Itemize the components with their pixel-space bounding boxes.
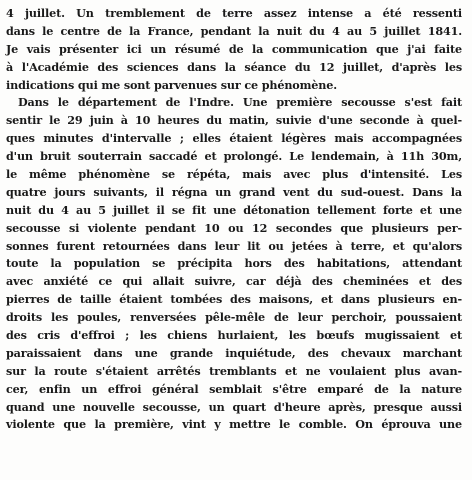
text-line: cer, enfin un effroi général semblait s'être emparé de la nature [6,381,462,396]
text-line: ques minutes d'intervalle ; elles étaient légères mais accompagnées [6,131,462,146]
text-line: dans le centre de la France, pendant la nuit du 4 au 5 juillet 1841. [6,23,462,38]
text-line: nuit du 4 au 5 juillet il se fit une détonation tellement forte et une [6,202,462,217]
text-line: des cris d'effroi ; les chiens hurlaient, les bœufs mugissaient et [6,328,462,343]
text-line: sentir le 29 juin à 10 heures du matin, suivie d'une seconde à quel- [6,113,462,128]
text-line: paraissaient dans une grande inquiétude, des chevaux marchant [6,345,462,360]
text-line: indications qui me sont parvenues sur ce phénomène. [6,77,337,92]
text-line: le même phénomène se répéta, mais avec plus d'intensité. Les [6,167,462,182]
text-line: secousse si violente pendant 10 ou 12 secondes que plusieurs per- [6,220,462,235]
text-line: toute la population se précipita hors des habitations, attendant [6,256,462,271]
body-text [6,5,462,434]
text-line: pierres de taille étaient tombées des maisons, et dans plusieurs en- [6,292,462,307]
text-line: 4 juillet. Un tremblement de terre assez intense a été ressenti [6,6,462,20]
text-line: d'un bruit souterrain saccadé et prolongé. Le lendemain, à 11h 30m, [6,149,462,164]
text-line: Dans le département de l'Indre. Une première secousse s'est fait [18,95,462,110]
text-line: Je vais présenter ici un résumé de la communication que j'ai faite [6,41,462,56]
text-line: violente que la première, vint y mettre le comble. On éprouva une [6,417,462,432]
text-line: avec anxiété ce qui allait suivre, car déjà des cheminées et des [6,274,462,289]
text-line: à l'Académie des sciences dans la séance du 12 juillet, d'après les [6,59,462,74]
text-line: quand une nouvelle secousse, un quart d'heure après, presque aussi [6,399,462,414]
text-line: droits les poules, renversées pêle-mêle de leur perchoir, poussaient [6,310,462,325]
text-line: sur la route s'étaient arrêtés tremblants et ne voulaient plus avan- [6,363,462,378]
text-line: quatre jours suivants, il régna un grand vent du sud-ouest. Dans la [6,184,462,199]
text-line: sonnes furent retournées dans leur lit ou jetées à terre, et qu'alors [6,238,462,253]
